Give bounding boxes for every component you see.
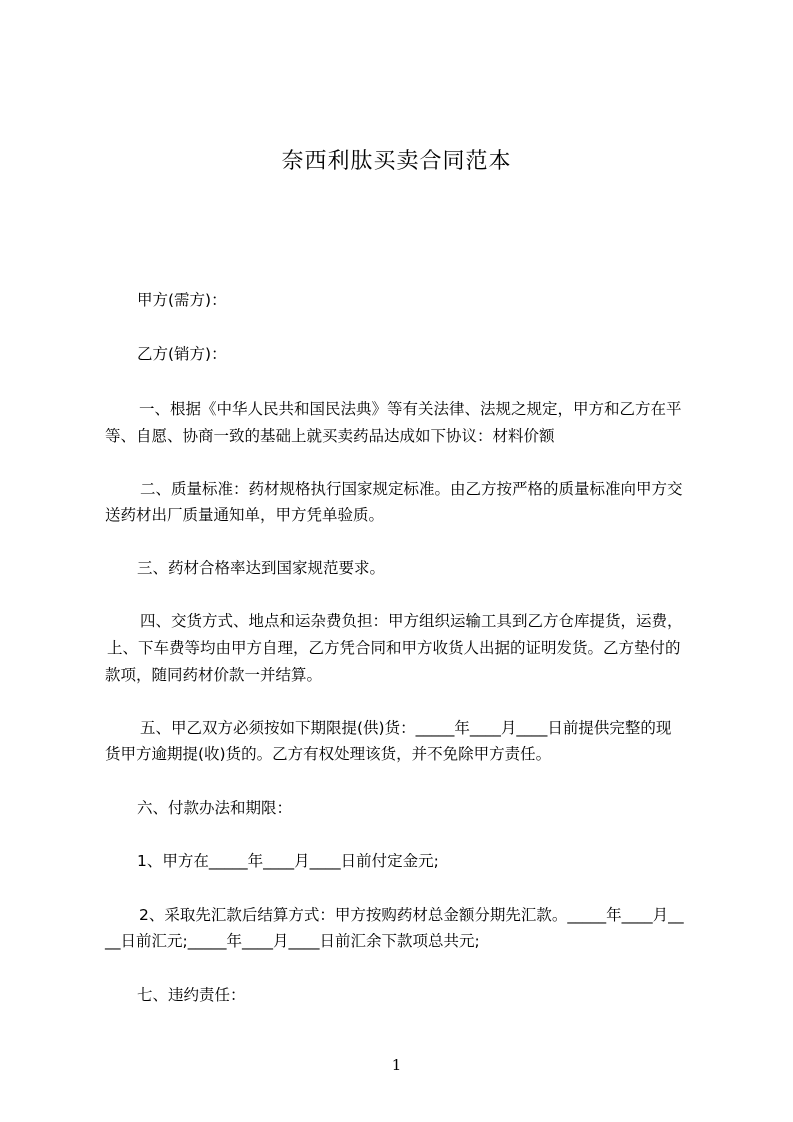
clause-6-item-1: 1、甲方在_____年____月____日前付定金元; xyxy=(137,852,439,870)
clause-4-line-2: 上、下车费等均由甲方自理，乙方凭合同和甲方收货人出据的证明发货。乙方垫付的 xyxy=(107,639,681,657)
clause-5-line-1: 五、甲乙双方必须按如下期限提(供)货：_____年____月____日前提供完整的现 xyxy=(140,719,672,737)
clause-4-line-1: 四、交货方式、地点和运杂费负担：甲方组织运输工具到乙方仓库提货，运费， xyxy=(140,612,683,630)
clause-6-item-2-line-2: __日前汇元;_____年____月____日前汇余下款项总共元; xyxy=(105,932,480,950)
page-number: 1 xyxy=(391,1056,402,1074)
clause-1-line-1: 一、根据《中华人民共和国民法典》等有关法律、法规之规定，甲方和乙方在平 xyxy=(139,400,682,418)
clause-3-line-1: 三、药材合格率达到国家规范要求。 xyxy=(137,559,386,577)
clause-6-item-2-line-1: 2、采取先汇款后结算方式：甲方按购药材总金额分期先汇款。_____年____月__ xyxy=(139,906,684,924)
clause-1-line-2: 等、自愿、协商一致的基础上就买卖药品达成如下协议：材料价额 xyxy=(105,427,555,445)
clause-2-line-2: 送药材出厂质量通知单，甲方凭单验质。 xyxy=(105,506,385,524)
clause-6-heading: 六、付款办法和期限： xyxy=(137,799,293,817)
clause-7-heading: 七、违约责任： xyxy=(137,986,246,1004)
party-a-label: 甲方(需方)： xyxy=(137,291,227,309)
party-b-label: 乙方(销方)： xyxy=(137,345,227,363)
clause-2-line-1: 二、质量标准：药材规格执行国家规定标准。由乙方按严格的质量标准向甲方交 xyxy=(140,480,683,498)
clause-5-line-2: 货甲方逾期提(收)货的。乙方有权处理该货，并不免除甲方责任。 xyxy=(105,745,552,763)
clause-4-line-3: 款项，随同药材价款一并结算。 xyxy=(105,666,323,684)
document-title: 奈西利肽买卖合同范本 xyxy=(281,149,512,174)
